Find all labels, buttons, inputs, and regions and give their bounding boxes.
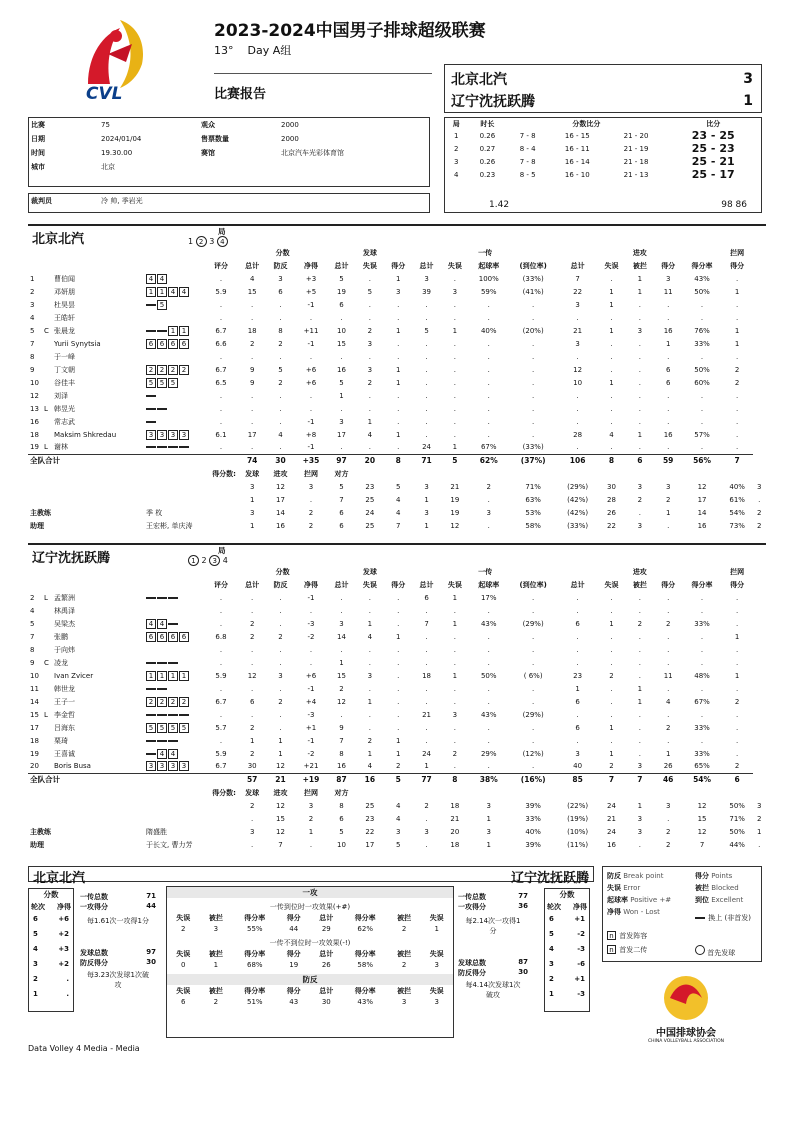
set-stat-row: . 15 2 6 23 4 . 21 1 33% (19%) 21 3 . 15 71% 2	[251, 814, 762, 823]
total-duration: 1.42	[489, 200, 510, 210]
player-row: 5 吴梁杰 4 4 . 2 . -3 3 1 . 7 1 43% (29%) 6 1 2 2 33% .	[30, 619, 739, 628]
player-row: 18 栗琦 . 1 1 -1 7 2 1 . . . . . . . . . .	[30, 736, 739, 745]
legend-item: 净得 Won - Lost	[607, 908, 660, 916]
score-box	[444, 64, 762, 113]
rotation-row: 6 +6	[33, 915, 69, 923]
player-row: 10 Ivan Zvicer 1 1 1 1 5.9 12 3 +6 15 3 . 18 1 50% ( 6%) 23 2 . 11 48% 1	[30, 671, 740, 680]
player-row: 7 张鹏 6 6 6 6 6.8 2 2 -2 14 4 1 . . . . . . . . . 1	[30, 632, 740, 641]
summary-header: 北京北汽 辽宁沈抚跃腾	[28, 866, 594, 882]
legend-item: 起球率 Positive +#	[607, 896, 672, 904]
rotation-row: 2 .	[33, 975, 69, 983]
legend-item: 失误 Error	[607, 884, 641, 892]
legend-item: 到位 Excellent	[695, 896, 744, 904]
legend-item: 被拦 Blocked	[695, 884, 739, 892]
logo-text: CVL	[86, 84, 123, 104]
rotation-row: 4 -3	[549, 945, 585, 953]
rotation-row: 5 +2	[33, 930, 69, 938]
player-row: 20 Boris Busa 3 3 3 3 6.7 30 12 +21 16 4 2 1 . . . 40 2 3 26 65% 2	[30, 762, 740, 771]
player-row: 4 林禹泽 . . . . . . . . . . . . . . . . .	[30, 606, 739, 615]
rotation-row: 2 +1	[549, 975, 585, 983]
rotation-row: 1 -3	[549, 990, 585, 998]
away-sideout: 一传总数 77 一攻得分 36 每2.14次一攻得1分 发球总数 87 防反得分 30 每4.14次发球1次破攻	[458, 892, 528, 999]
player-row: 17 吕海东 5 5 5 5 5.7 2 . +1 9 . . . . . . 6 1 . 2 33% .	[30, 723, 739, 732]
team-total-row: 全队合计 74 30 +35 97 20 8 71 5 62% (37%) 106 8 6 59 56% 7	[28, 454, 766, 467]
away-set-selector: 1 2 3 4	[188, 555, 228, 566]
home-team-title: 北京北汽	[32, 232, 85, 247]
home-sideout: 一传总数 71 一攻得分 44 每1.61次一攻得1分 发球总数 97 防反得分 30 每3.23次发球1次破攻	[80, 892, 156, 989]
set-stat-row: 主教练 季 枚 3 14 2 6 24 4 3 19 3 53% (42%) 26 . 1 14 54% 2	[30, 508, 762, 517]
player-row: 9 丁文朝 2 2 2 2 6.7 9 5 +6 16 3 1 . . . . 12 . . 6 50% 2	[30, 365, 740, 374]
home-set-selector: 1 2 3 4	[188, 236, 228, 247]
rotation-row: 3 +2	[33, 960, 69, 968]
away-rotation: 分数 轮次 净得 6 +1 5 -2 4 -3 3 -6 2 +1 1 -3	[544, 888, 590, 1012]
set-row: 1 0.26 7 - 8 16 - 15 21 - 20 23 - 25	[453, 129, 735, 142]
mid-summary: 一攻 一传到位时一攻效果(+#) 失误 被拦 得分率 得分 总计 得分率 被拦 失误 2 3 55% 44 29 62% 2 1 一传不到位时一攻效果(-!) 失误 被拦 得分率 得分 总计 得分率 被拦 失误 0 1 68% 19 26 58% 2 3 防反 失误 被拦 得分率 得分 总计 得分率 被拦 失误 6 2 51% 43 30 43% 3 3	[166, 886, 454, 1038]
player-row: 19 王喜诚 4 4 5.9 2 1 -2 8 1 1 24 2 29% (12%) 3 1 . 1 33% .	[30, 749, 739, 758]
set-stat-row: 助理 于长文, 曹力芳 . 7 . 10 17 5 . 18 1 39% (11%) 16 . 2 7 44% .	[30, 840, 761, 849]
rotation-row: 4 +3	[33, 945, 69, 953]
referee-box: 裁判员 冷 帅, 季岩光	[28, 193, 430, 213]
page-title: 2023-2024中国男子排球超级联赛	[214, 21, 486, 41]
player-row: 10 谷佳丰 5 5 5 6.5 9 2 +6 5 2 1 . . . . 10 1 . 6 60% 2	[30, 378, 740, 387]
player-row: 9 C 凌龙 . . . . 1 . . . . . . . . . . . .	[30, 658, 739, 667]
away-sets-won: 1	[743, 93, 753, 109]
home-rotation: 分数 轮次 净得 6 +6 5 +2 4 +3 3 +2 2 . 1 .	[28, 888, 74, 1012]
player-row: 8 于一峰 . . . . . . . . . . . . . . . . .	[30, 352, 739, 361]
cvl-logo	[80, 14, 160, 106]
player-row: 18 Maksim Shkredau 3 3 3 3 6.1 17 4 +8 17 4 1 . . . . 28 4 1 16 57% .	[30, 430, 739, 439]
player-row: 12 刘泽 . . . . 1 . . . . . . . . . . . .	[30, 391, 739, 400]
match-info: 比赛 75 观众 2000 日期 2024/01/04 售票数量 2000 时间 19.30.00 赛馆 北京汽车光彩体育馆 城市 北京	[28, 117, 430, 187]
set-stat-row: 1 17 . 7 25 4 1 19 . 63% (42%) 28 2 2 17 61% .	[249, 495, 761, 504]
divider	[214, 73, 432, 74]
away-team-name: 辽宁沈抚跃腾	[451, 94, 535, 110]
player-row: 19 L 谢林 . . . -1 . . . 24 1 67% (33%) . . . . . .	[30, 443, 739, 452]
player-row: 13 L 韩昱光 . . . . . . . . . . . . . . . . .	[30, 404, 739, 413]
set-row: 4 0.23 8 - 5 16 - 10 21 - 13 25 - 17	[453, 168, 735, 181]
cva-logo: 中国排球协会 CHINA VOLLEYBALL ASSOCIATION	[646, 974, 726, 1054]
rotation-row: 3 -6	[549, 960, 585, 968]
legend-item: 得分 Points	[695, 872, 733, 880]
player-row: 3 杜昊昙 5 . . . -1 6 . . . . . . 3 1 . . . .	[30, 300, 739, 309]
home-section: 北京北汽 局 1 2 3 4 分数 发球 一传 进攻 拦网 评分 总计 防反 净得 总计 失误 得分 总计 失误 起球率 (到位率) 总计 失误 被拦 得分 得分率 得分 1 曹伯闻 4 4 . 4 3 +3 5 . 1 3 . 100% (33%) 7 . 1 3 43% . 2 邓妍朋 1 1 4 4 5.9 15 6 +5 19 5 3 39 3 59% (41%) 22 1 1 11 50% 1 3 杜昊昙 5 . . . -1 6 . . . . . . 3 1 . . . . 4 王皓轩 . . . . . . . . . . . . . . . . . 5 C 张晨龙 1 1 6.7 18 8 +11 10 2 1 5 1 40% (20%) 21 1 3 16 76% 1 7 Yurii Synytsia 6 6 6 6 6.6 2 2 -1 15 3 . . . . . 3 . . 1 33% 1 8 于一峰 . . . . . . . . . . . . . . . . . 9 丁文朝 2 2 2 2 6.7 9 5 +6 16 3 1 . . . . 12 . . 6 50% 2 10 谷佳丰 5 5 5 6.5 9 2 +6 5 2 1 . . . . 10 1 . 6 60% 2 12 刘泽 . . . . 1 . . . . . . . . . . . . 13 L 韩昱光 . . . . . . . . . . . . . . . . . 16 常志武 . . . -1 3 1 . . . . . . . . . . . 18 Maksim Shkredau 3 3 3 3 6.1 17 4 +8 17 4 1 . . . . 28 4 1 16 57% . 19 L 谢林 . . . -1 . . . 24 1 67% (33%) . . . . . . 全队合计 74 30 +35 97 20 8 71 5 62% (37%) 106 8 6 59 56% 7 得分数: 发球 进攻 拦网 对方 3 12 3 5 23 5 3 21 2 71% (29%) 30 3 3 12 40% 3 1 17 . 7 25 4 1 19 . 63% (42%) 28 2 2 17 61% . 主教练 季 枚 3 14 2 6 24 4 3 19 3 53% (42%) 26 . 1 14 54% 2 助理 王宏彬, 单庆涛 1 16 2 6 25 7 1 12 . 58% (33%) 22 3 . 16 73% 2	[28, 224, 766, 532]
away-team-title: 辽宁沈抚跃腾	[32, 551, 111, 566]
player-row: 5 C 张晨龙 1 1 6.7 18 8 +11 10 2 1 5 1 40% (20%) 21 1 3 16 76% 1	[30, 326, 740, 335]
player-row: 15 L 李金哲 . . . -3 . . . 21 3 43% (29%) . . . . . .	[30, 710, 739, 719]
player-row: 2 邓妍朋 1 1 4 4 5.9 15 6 +5 19 5 3 39 3 59% (41%) 22 1 1 11 50% 1	[30, 287, 740, 296]
player-row: 2 L 孟繁洲 . . . -1 . . . 6 1 17% . . . . . . .	[30, 593, 739, 602]
legend-item: 防反 Break point	[607, 872, 664, 880]
set-stat-row: 2 12 3 8 25 4 2 18 3 39% (22%) 24 1 3 12 50% 3	[249, 801, 762, 810]
rotation-row: 6 +1	[549, 915, 585, 923]
report-title: 比赛报告	[214, 87, 267, 102]
set-stat-row: 主教练 隋盛胜 3 12 1 5 22 3 3 20 3 40% (10%) 24 3 2 12 50% 1	[30, 827, 762, 836]
player-row: 14 王子一 2 2 2 2 6.7 6 2 +4 12 1 . . . . . 6 . 1 4 67% 2	[30, 697, 740, 706]
set-stat-row: 3 12 3 5 23 5 3 21 2 71% (29%) 30 3 3 12 40% 3	[249, 482, 762, 491]
set-score-table: 局 时长 分数比分 比分 1 0.26 7 - 8 16 - 15 21 - 20 23 - 25 2 0.27 8 - 4 16 - 11 21 - 19 25 - 23 3 0.26 7 - 8 16 - 14 21 - 18 25 - 21 4 0.23 8 - 5 16 - 10 21 - 13 25 - 17 1.42 98 86	[444, 117, 762, 213]
player-row: 11 韩世龙 . . . -1 2 . . . . . . 1 . 1 . . .	[30, 684, 739, 693]
away-section: 辽宁沈抚跃腾 局 1 2 3 4 分数 发球 一传 进攻 拦网 评分 总计 防反 净得 总计 失误 得分 总计 失误 起球率 (到位率) 总计 失误 被拦 得分 得分率 得分 2 L 孟繁洲 . . . -1 . . . 6 1 17% . . . . . . . 4 林禹泽 . . . . . . . . . . . . . . . . . 5 吴梁杰 4 4 . 2 . -3 3 1 . 7 1 43% (29%) 6 1 2 2 33% . 7 张鹏 6 6 6 6 6.8 2 2 -2 14 4 1 . . . . . . . . . 1 8 于向炜 . . . . . . . . . . . . . . . . . 9 C 凌龙 . . . . 1 . . . . . . . . . . . . 10 Ivan Zvicer 1 1 1 1 5.9 12 3 +6 15 3 . 18 1 50% ( 6%) 23 2 . 11 48% 1 11 韩世龙 . . . -1 2 . . . . . . 1 . 1 . . . 14 王子一 2 2 2 2 6.7 6 2 +4 12 1 . . . . . 6 . 1 4 67% 2 15 L 李金哲 . . . -3 . . . 21 3 43% (29%) . . . . . . 17 吕海东 5 5 5 5 5.7 2 . +1 9 . . . . . . 6 1 . 2 33% . 18 栗琦 . 1 1 -1 7 2 1 . . . . . . . . . . 19 王喜诚 4 4 5.9 2 1 -2 8 1 1 24 2 29% (12%) 3 1 . 1 33% . 20 Boris Busa 3 3 3 3 6.7 30 12 +21 16 4 2 1 . . . 40 2 3 26 65% 2 全队合计 57 21 +19 87 16 5 77 8 38% (16%) 85 7 7 46 54% 6 得分数: 发球 进攻 拦网 对方 2 12 3 8 25 4 2 18 3 39% (22%) 24 1 3 12 50% 3 . 15 2 6 23 4 . 21 1 33% (19%) 21 3 . 15 71% 2 主教练 隋盛胜 3 12 1 5 22 3 3 20 3 40% (10%) 24 3 2 12 50% 1 助理 于长文, 曹力芳 . 7 . 10 17 5 . 18 1 39% (11%) 16 . 2 7 44% .	[28, 543, 766, 851]
rotation-row: 1 .	[33, 990, 69, 998]
player-row: 4 王皓轩 . . . . . . . . . . . . . . . . .	[30, 313, 739, 322]
set-stat-row: 助理 王宏彬, 单庆涛 1 16 2 6 25 7 1 12 . 58% (33%) 22 3 . 16 73% 2	[30, 521, 762, 530]
player-row: 1 曹伯闻 4 4 . 4 3 +3 5 . 1 3 . 100% (33%) 7 . 1 3 43% .	[30, 274, 739, 283]
home-sets-won: 3	[743, 71, 753, 87]
player-row: 16 常志武 . . . -1 3 1 . . . . . . . . . . .	[30, 417, 739, 426]
home-team-name: 北京北汽	[451, 72, 507, 88]
total-points: 98 86	[721, 200, 747, 210]
player-row: 7 Yurii Synytsia 6 6 6 6 6.6 2 2 -1 15 3 . . . . . 3 . . 1 33% 1	[30, 339, 740, 348]
legend: 防反 Break point 失误 Error 起球率 Positive +# 净得 Won - Lost 得分 Points 被拦 Blocked 到位 Excellent 换上 (非首发) n 首发阵容 n 首发二传 首先发球	[602, 866, 762, 962]
footer-text: Data Volley 4 Media - Media	[28, 1044, 140, 1053]
set-row: 3 0.26 7 - 8 16 - 14 21 - 18 25 - 21	[453, 155, 735, 168]
player-row: 8 于向炜 . . . . . . . . . . . . . . . . .	[30, 645, 739, 654]
round-label: 13° Day A组	[214, 44, 292, 57]
set-row: 2 0.27 8 - 4 16 - 11 21 - 19 25 - 23	[453, 142, 735, 155]
team-total-row: 全队合计 57 21 +19 87 16 5 77 8 38% (16%) 85 7 7 46 54% 6	[28, 773, 766, 786]
rotation-row: 5 -2	[549, 930, 585, 938]
